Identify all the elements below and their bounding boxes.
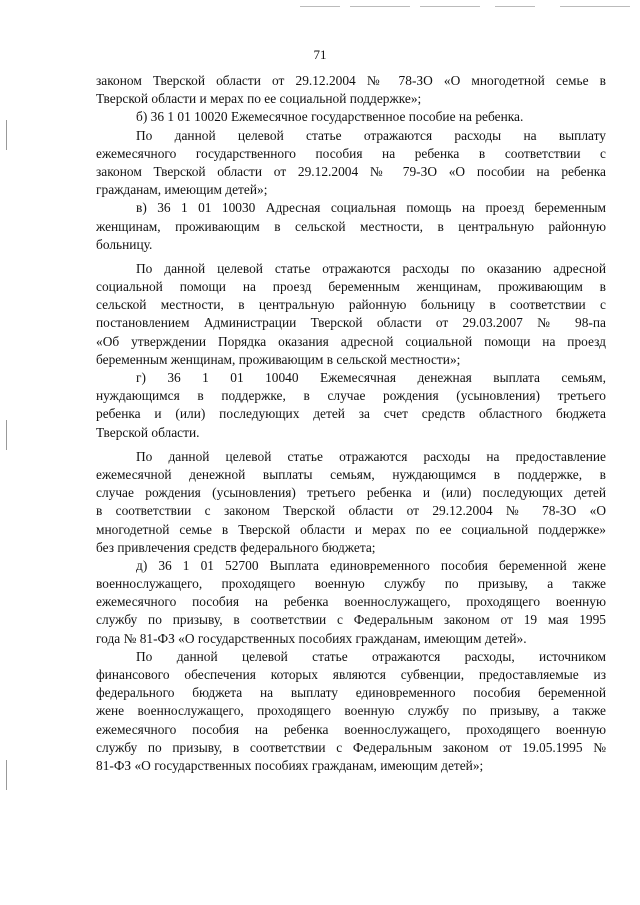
scan-edge-mark [6,760,7,790]
text-line: социальной помощи на проезд беременным женщинам, проживающим в [96,279,606,295]
text-line: в) 36 1 01 10030 Адресная социальная помощь на проезд беременным [136,200,606,216]
text-line: жене военнослужащего, проходящего военную службу по призыву, а также [96,703,606,719]
text-line: постановлением Администрации Тверской области от 29.03.2007 № 98-па [96,315,606,331]
text-line: законом Тверской области от 29.12.2004 № 78-ЗО «О многодетной семье в [96,73,606,88]
text-line: б) 36 1 01 10020 Ежемесячное государственное пособие на ребенка. [136,109,524,125]
text-line: военнослужащего, проходящего военную службу по призыву, а также [96,576,606,592]
text-line: «Об утверждении Порядка оказания адресной социальной помощи на проезд [96,333,606,349]
scan-edge-mark [6,420,7,450]
text-line: финансового обеспечения которых являются субвенции, предоставляемые из [96,667,606,682]
text-line: сельской местности, в центральную районную больницу в соответствии с [96,297,606,313]
text-line: ежемесячного государственного пособия на ребенка в соответствии с [96,145,606,161]
page-number: 71 [313,47,327,62]
scan-header-mark [350,6,410,7]
scan-edge-mark [6,120,7,150]
document-body [96,72,606,775]
text-line: д) 36 1 01 52700 Выплата единовременного пособия беременной жене [136,557,606,573]
scan-header-mark [560,6,630,7]
scan-header-mark [420,6,480,7]
text-line: По данной целевой статье отражаются расходы по оказанию адресной [136,260,606,276]
text-line: По данной целевой статье отражаются расходы на выплату [136,127,606,143]
text-line: По данной целевой статье отражаются расходы на предоставление [136,448,606,464]
scan-header-mark [495,6,535,7]
text-line: года № 81-ФЗ «О государственных пособиях гражданам, имеющим детей». [96,630,527,646]
text-line: больницу. [96,236,153,252]
text-line: федерального бюджета на выплату единовременного пособия беременной [96,685,606,701]
text-line: законом Тверской области от 29.12.2004 № 79-ЗО «О пособии на ребенка [96,163,606,179]
text-line: беременным женщинам, проживающим в сельской местности»; [96,351,461,367]
text-line: гражданам, имеющим детей»; [96,182,268,198]
text-line: ребенка и (или) последующих детей за счет средств областного бюджета [96,406,606,422]
text-line: случае рождения (усыновления) третьего ребенка и (или) последующих детей [96,485,606,501]
text-line: По данной целевой статье отражаются расходы, источником [136,648,606,664]
text-line: г) 36 1 01 10040 Ежемесячная денежная выплата семьям, [136,370,606,385]
text-line: многодетной семье в Тверской области и мерах по ее социальной поддержке» [96,521,606,537]
text-line: ежемесячного пособия на ребенка военнослужащего, проходящего военную [96,721,606,737]
text-line: Тверской области и мерах по ее социальной поддержке»; [96,91,422,107]
text-line: ежемесячной денежной выплаты семьям, нуждающимся в поддержке, в [96,466,606,482]
scan-header-mark [300,6,340,7]
text-line: службу по призыву, в соответствии с Федеральным законом от 19.05.1995 № [96,739,606,755]
text-line: Тверской области. [96,424,200,440]
text-line: в соответствии с законом Тверской области от 29.12.2004 № 78-ЗО «О [96,503,606,519]
text-line: женщинам, проживающим в сельской местности, в центральную районную [96,218,606,234]
text-line: нуждающимся в поддержке, в случае рождения (усыновления) третьего [96,388,606,404]
text-line: службу по призыву, в соответствии с Федеральным законом от 19 мая 1995 [96,612,606,628]
text-line: без привлечения средств федерального бюджета; [96,539,376,555]
text-line: ежемесячного пособия на ребенка военнослужащего, проходящего военную [96,594,606,610]
text-line: 81-ФЗ «О государственных пособиях гражданам, имеющим детей»; [96,757,484,773]
